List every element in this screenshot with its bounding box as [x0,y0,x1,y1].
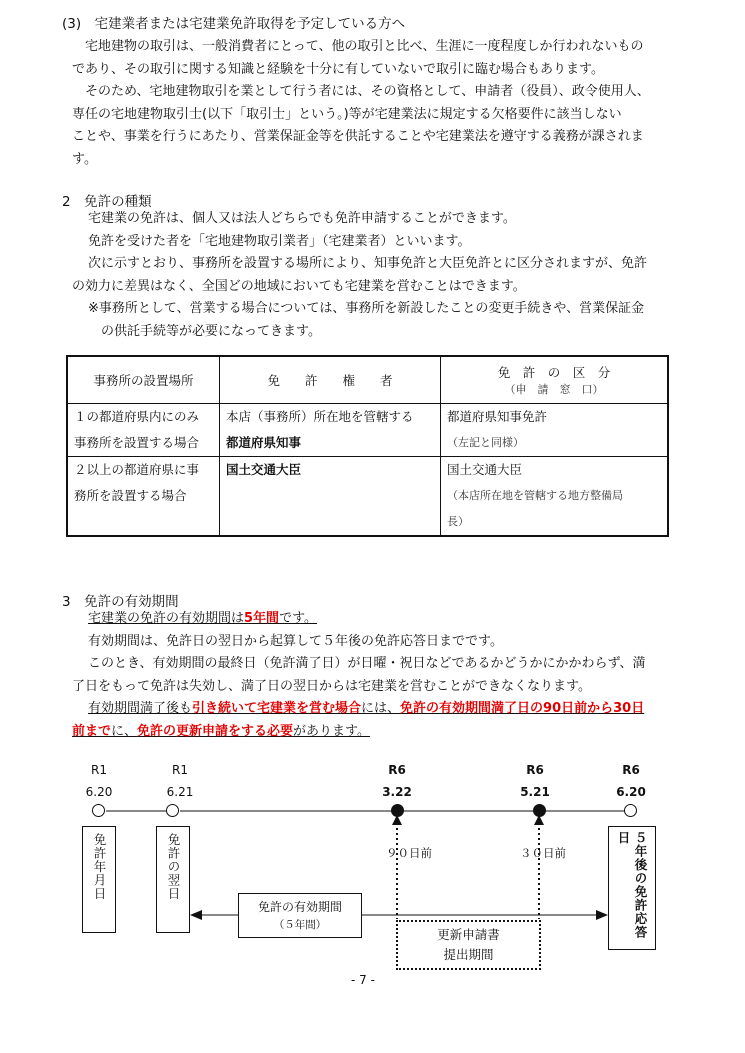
header-authority: 免 許 権 者 [220,356,441,404]
label-30-days: ３０日前 [520,846,566,860]
cell-line: 本店（事務所）所在地を管轄する [226,409,414,424]
point-era: R6 [388,763,406,777]
timeline-point [84,759,114,803]
text-line: このとき、有効期間の最終日（免許満了日）が日曜・祝日などであるかどうかにかかわらず、満 [88,656,646,671]
arrow-left-icon [190,910,202,920]
text-span: です。 [279,611,318,626]
text-span: 宅建業の免許の有効期間は [88,611,245,626]
text-line: であり、その取引に関する知識と経験を十分に有していないで取引に臨む場合もあります。 [72,61,604,77]
header-place: 事務所の設置場所 [67,356,220,404]
next-day-box [156,826,190,933]
text-line: 免許を受けた者を「宅地建物取引業者」（宅建業者）といいます。 [88,233,471,249]
validity-period-box [238,893,362,938]
arrow-right-icon [596,910,608,920]
text-line: そのため、宅地建物取引を業として行う者には、その資格として、申請者（役員）、政令使用人、 [72,84,650,99]
page-number: - 7 - [351,973,375,987]
emphasis-span: 免許の更新申請をする必要 [137,723,294,739]
cell-line: ２以上の都道府県に事 [74,462,200,477]
timeline-point [165,759,195,803]
next-day-label: 免許の翌日 [166,833,181,901]
text-span: があります。 [293,723,371,739]
license-date-label: 免許年月日 [92,833,107,901]
label-90-days: ９０日前 [386,846,432,860]
validity-sub: （５年間） [273,919,327,931]
point-date: 5.21 [520,785,550,799]
text-line: の供託手続等が必要になってきます。 [88,323,321,339]
point-era: R6 [526,763,544,777]
open-circle-icon [624,804,637,817]
open-circle-icon [166,804,179,817]
timeline-point [614,759,648,803]
text-span: には、 [361,701,401,716]
subsection-heading: (3) 宅建業者または宅建業免許取得を予定している方へ [62,16,406,32]
cell-line: 事務所を設置する場合 [74,435,200,450]
renewal-period-box [396,920,541,970]
text-line: ことや、事業を行うにあたり、営業保証金等を供託することや宅建業法を遵守する義務が課されま [72,129,644,144]
cell-line: 長） [447,515,469,528]
cell-line: １の都道府県内にのみ [74,409,200,424]
point-era: R6 [622,763,640,777]
emphasis-span: 引き続いて宅建業を営む場合 [192,701,362,716]
header-category-main: 免 許 の 区 分 [497,365,611,380]
text-line: ※事務所として、営業する場合については、事務所を新設したことの変更手続きや、営業保証金 [88,301,645,316]
renewal-label-2: 提出期間 [443,947,494,962]
text-line: 専任の宅地建物取引士(以下「取引士」という。)等が宅建業法に規定する欠格要件に該当しない [72,106,622,122]
point-date: 6.20 [616,785,646,799]
cell-line: （本店所在地を管轄する地方整備局 [447,489,623,502]
cell-line: 都道府県知事免許 [447,409,548,424]
emphasis-span: 5年間 [244,611,280,626]
open-circle-icon [92,804,105,817]
cell-line: 都道府県知事 [226,435,302,450]
point-era: R1 [91,763,107,777]
emphasis-span: 免許の有効期間満了日の90日前から30日 [400,701,645,716]
cell-line: 国土交通大臣 [226,462,302,477]
cell-line: （左記と同様） [447,436,524,449]
filled-circle-icon [533,804,546,817]
renewal-label: 更新申請書 [437,927,500,942]
text-line: す。 [72,151,97,167]
text-line: 宅建業の免許は、個人又は法人どちらでも免許申請することができます。 [88,211,516,226]
cell-line: 国土交通大臣 [447,462,523,477]
point-date: 3.22 [382,785,412,799]
anniversary-box [608,826,656,950]
anniversary-label: ５年後の免許応答日 [616,831,648,939]
section-heading: 3 免許の有効期間 [62,594,179,610]
filled-circle-icon [391,804,404,817]
license-date-box [82,826,116,933]
section-heading: 2 免許の種類 [62,194,152,210]
text-line: 次に示すとおり、事務所を設置する場所により、知事免許と大臣免許とに区分されますが、免許 [88,256,648,271]
text-span: に、 [111,723,138,739]
text-span: 有効期間満了後も [88,701,193,716]
header-category-sub: （申 請 窓 口） [504,383,604,396]
text-line: 了日をもって免許は失効し、満了日の翌日からは宅建業を営むことができなくなります。 [72,678,591,694]
cell-line: 務所を設置する場合 [74,488,187,503]
text-line: 宅地建物の取引は、一般消費者にとって、他の取引と比べ、生涯に一度程度しか行われないもの [72,39,644,54]
validity-label: 免許の有効期間 [257,900,342,914]
timeline-point [518,759,552,803]
timeline-point [380,759,414,803]
point-era: R1 [172,763,188,777]
text-line: の効力に差異はなく、全国どの地域においても宅建業を営むことはできます。 [72,278,526,294]
point-date: 6.21 [166,785,194,799]
emphasis-span: 前まで [72,723,112,739]
text-line: 有効期間は、免許日の翌日から起算して５年後の免許応答日までです。 [88,633,503,649]
point-date: 6.20 [85,785,113,799]
